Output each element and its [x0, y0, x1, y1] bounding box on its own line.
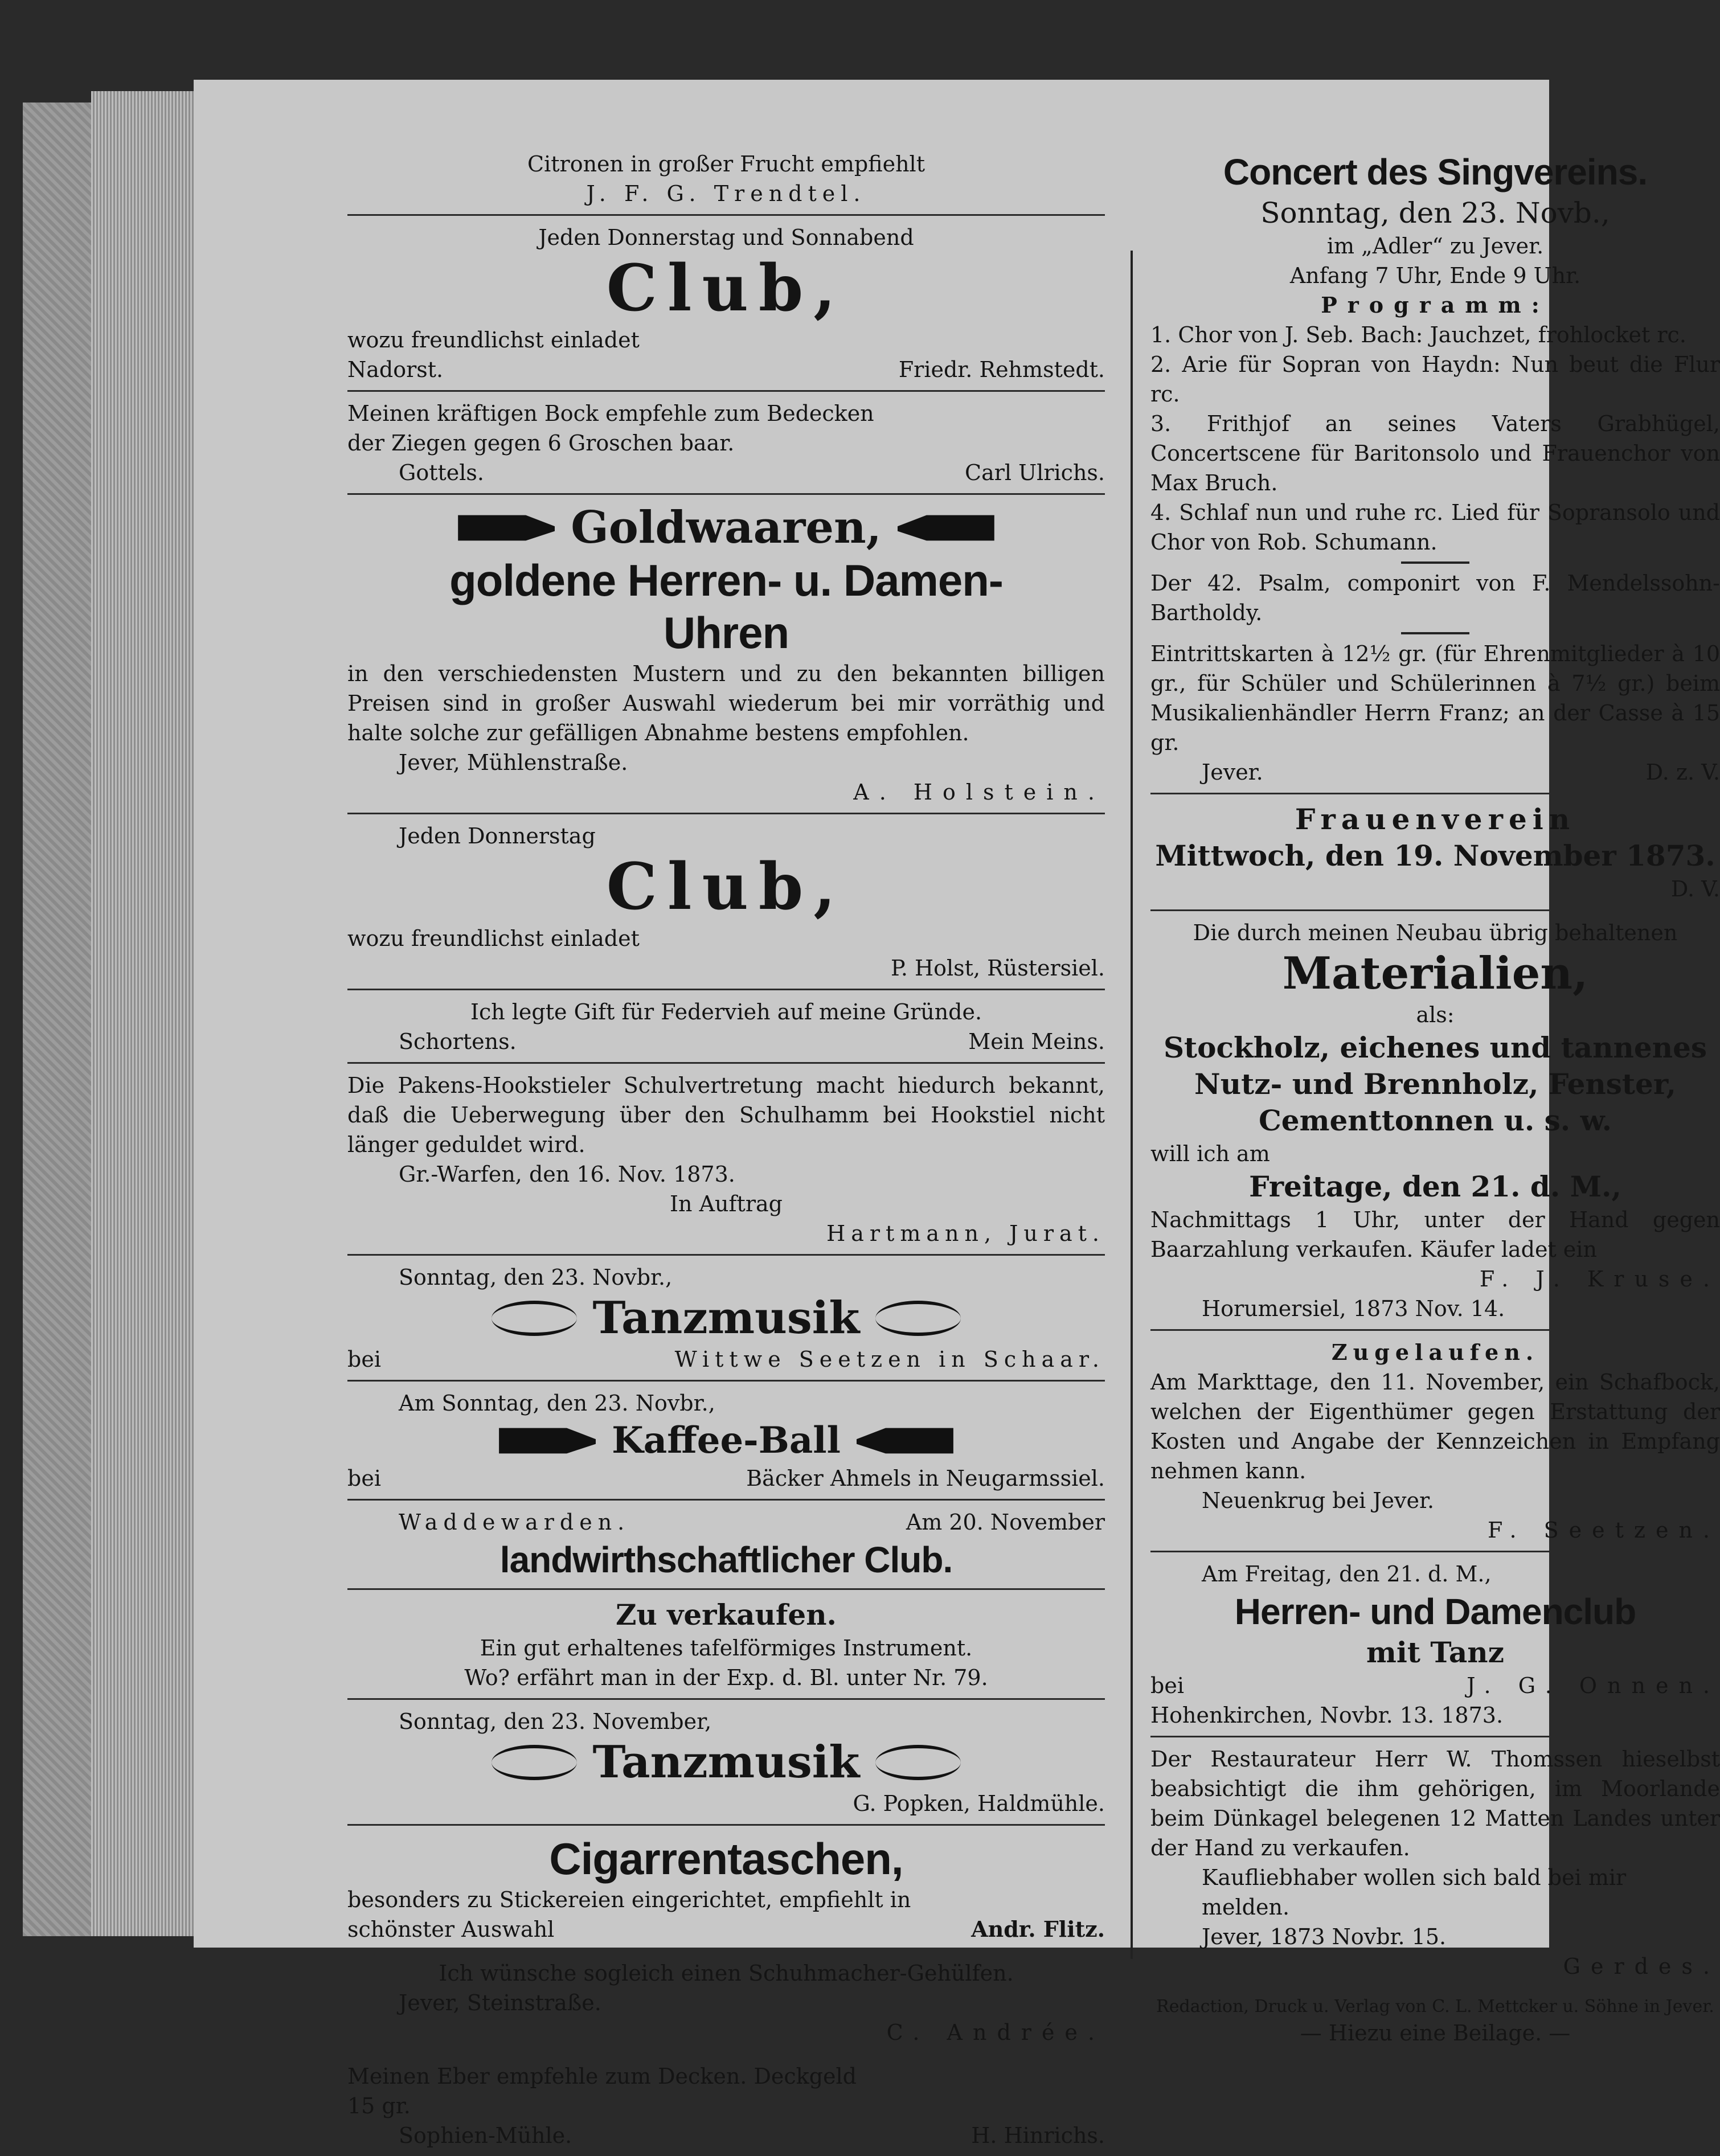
cigarren-name: Andr. Flitz.: [971, 1916, 1105, 1942]
cigarren-sign: [347, 1915, 1105, 1944]
landw-place: Waddewarden.: [399, 1510, 630, 1535]
column-divider: [1131, 251, 1133, 1959]
gold-title-3: Uhren: [663, 608, 789, 658]
gift-text: Ich legte Gift für Federvieh auf meine Gründe.: [470, 999, 982, 1024]
mat-als: als:: [1416, 1002, 1455, 1027]
cigarren-line-1: besonders zu Stickereien eingerichtet, empfiehlt in: [347, 1887, 911, 1912]
schuh-text: Ich wünsche sogleich einen Schuhmacher-Gehülfen.: [439, 1961, 1014, 1986]
newspaper-page: [194, 80, 1720, 2148]
gift-place: Schortens.: [399, 1029, 517, 1054]
mat-intro: Die durch meinen Neubau übrig behaltenen: [1193, 920, 1678, 945]
schule-name: Hartmann, Jurat.: [826, 1221, 1105, 1246]
eber-sign: [347, 2121, 1105, 2150]
club1-sign: [347, 355, 1105, 384]
concert-place: im „Adler“ zu Jever.: [1326, 233, 1544, 259]
concert-title: Concert des Singvereins.: [1223, 151, 1648, 192]
landw-date: Am 20. November: [906, 1510, 1105, 1535]
program-item: 3. Frithjof an seines Vaters Grabhügel, Concertscene für Baritonsolo und Frauenchor von Max Bruch.: [1150, 411, 1720, 495]
ad-cigarrentaschen: [347, 1826, 1105, 1952]
citronen-text: Citronen in großer Frucht empfiehlt: [527, 151, 925, 177]
herren-bei: bei: [1150, 1673, 1184, 1698]
club2-intro: Jeden Donnerstag: [399, 823, 596, 849]
flourish-icon: [492, 1301, 577, 1336]
ad-schuhmacher: [347, 1952, 1105, 2055]
ad-tanzmusik-1: [347, 1256, 1105, 1382]
right-column: [1150, 142, 1720, 2053]
concert-psalm: Der 42. Psalm, componirt von F. Mendelssohn-Bartholdy.: [1150, 571, 1720, 625]
thomssen-body: Der Restaurateur Herr W. Thomssen hieselbst beabsichtigt die ihm gehörigen, im Moorlande beim Dünkagel belegenen 12 Matten Landes unter der Hand zu verkaufen.: [1150, 1747, 1720, 1860]
pointing-hand-left-icon: [898, 512, 994, 544]
kaffee-host: Bäcker Ahmels in Neugarmssiel.: [746, 1466, 1105, 1491]
footer-imprint: Redaction, Druck u. Verlag von C. L. Mettcker u. Söhne in Jever.: [1156, 1997, 1714, 2016]
program-item: 4. Schlaf nun und ruhe rc. Lied für Sopransolo und Chor von Rob. Schumann.: [1150, 500, 1720, 555]
bock-sign: [347, 458, 1105, 487]
herren-title-1: Herren- und Damenclub: [1234, 1591, 1636, 1632]
cigarren-line-2: schönster Auswahl: [347, 1917, 555, 1942]
tanz1-title: Tanzmusik: [592, 1292, 860, 1344]
pointing-hand-left-icon: [857, 1425, 953, 1457]
tanz1-headline: [347, 1292, 1105, 1345]
verkauf-line-2: Wo? erfährt man in der Exp. d. Bl. unter Nr. 79.: [464, 1665, 988, 1690]
ad-citronen: [347, 142, 1105, 216]
ad-eber: [347, 2055, 1105, 2156]
verkauf-line-1: Ein gut erhaltenes tafelförmiges Instrument.: [480, 1636, 973, 1661]
gold-title-2: goldene Herren- u. Damen-: [449, 555, 1003, 605]
tanz1-date: Sonntag, den 23. Novbr.,: [399, 1265, 673, 1290]
kaffee-title: Kaffee-Ball: [612, 1419, 841, 1462]
tanz2-date: Sonntag, den 23. November,: [399, 1709, 712, 1734]
kaffee-date: Am Sonntag, den 23. Novbr.,: [399, 1391, 715, 1416]
mat-name: F. J. Kruse.: [1479, 1266, 1720, 1292]
eber-text-1: Meinen Eber empfehle zum Decken. Deckgeld: [347, 2064, 857, 2089]
concert-program: [1150, 320, 1720, 557]
ad-bock: [347, 392, 1105, 495]
tanz1-bei: bei: [347, 1347, 381, 1372]
club2-name: P. Holst, Rüstersiel.: [890, 956, 1105, 981]
short-rule: [1401, 632, 1469, 634]
bock-place: Gottels.: [399, 460, 484, 485]
club1-invite: wozu freundlichst einladet: [347, 327, 640, 352]
mat-items-3: Cementtonnen u. s. w.: [1258, 1104, 1612, 1137]
mat-title: Materialien,: [1282, 948, 1588, 999]
concert-program-head: Programm:: [1321, 292, 1550, 318]
thomssen-name: Gerdes.: [1563, 1954, 1720, 1979]
gold-place: Jever, Mühlenstraße.: [399, 750, 628, 775]
gold-headline: [347, 502, 1105, 554]
ad-zu-verkaufen: [347, 1590, 1105, 1700]
kaffee-bei: bei: [347, 1466, 381, 1491]
gift-sign: [347, 1027, 1105, 1056]
gold-body: in den verschiedensten Mustern und zu den bekannten billigen Preisen sind in großer Auswahl wiederum bei mir vorräthig und halte solche zur gefälligen Abnahme bestens empfohlen.: [347, 661, 1105, 745]
left-column: [347, 142, 1105, 2156]
schuh-name: C. Andrée.: [886, 2020, 1105, 2045]
ad-schulvertretung: [347, 1064, 1105, 1256]
ad-club-1: [347, 216, 1105, 392]
concert-date: Sonntag, den 23. Novb.,: [1260, 196, 1610, 229]
landw-title: landwirthschaftlicher Club.: [499, 1539, 953, 1580]
ad-concert: [1150, 142, 1720, 794]
zug-title: Zugelaufen.: [1331, 1339, 1539, 1365]
ad-gift: [347, 990, 1105, 1064]
concert-signature: D. z. V.: [1645, 760, 1720, 785]
kaffee-sign: [347, 1464, 1105, 1493]
tanz1-host: Wittwe Seetzen in Schaar.: [674, 1347, 1105, 1372]
pointing-hand-right-icon: [458, 512, 555, 544]
pointing-hand-right-icon: [499, 1425, 596, 1457]
page-footer: [1150, 1989, 1720, 2053]
concert-place2: Jever.: [1202, 760, 1263, 785]
gold-name: A. Holstein.: [853, 780, 1105, 805]
club1-place: Nadorst.: [347, 357, 444, 382]
ad-thomssen: [1150, 1737, 1720, 1989]
herren-sign: [1150, 1671, 1720, 1700]
tanz1-sign: [347, 1345, 1105, 1374]
tanz2-headline: [347, 1736, 1105, 1789]
ad-kaffee-ball: [347, 1382, 1105, 1501]
flourish-icon: [492, 1745, 577, 1780]
frauen-title: Frauenverein: [1295, 802, 1576, 836]
frauen-date: Mittwoch, den 19. November 1873.: [1155, 839, 1715, 872]
mat-body: Nachmittags 1 Uhr, unter der Hand gegen Baarzahlung verkaufen. Käufer ladet ein: [1150, 1207, 1720, 1262]
mat-dateline: Horumersiel, 1873 Nov. 14.: [1202, 1296, 1505, 1321]
ad-tanzmusik-2: [347, 1700, 1105, 1826]
tanz2-title: Tanzmusik: [592, 1736, 860, 1788]
eber-name: H. Hinrichs.: [971, 2123, 1105, 2148]
schule-body: Die Pakens-Hookstieler Schulvertretung macht hiedurch bekannt, daß die Ueberwegung über den Schulhamm bei Hookstiel nicht länger geduldet wird.: [347, 1073, 1105, 1157]
club1-title: Club,: [606, 251, 846, 326]
eber-place: Sophien-Mühle.: [399, 2123, 572, 2148]
mat-date: Freitage, den 21. d. M.,: [1249, 1170, 1621, 1203]
gold-title-1: Goldwaaren,: [571, 502, 882, 554]
program-item: 1. Chor von J. Seb. Bach: Jauchzet, frohlocket rc.: [1150, 322, 1686, 347]
bock-name: Carl Ulrichs.: [965, 460, 1105, 485]
herren-title-2: mit Tanz: [1366, 1636, 1504, 1669]
ad-herrenclub: [1150, 1552, 1720, 1737]
schule-dateline: Gr.-Warfen, den 16. Nov. 1873.: [399, 1162, 735, 1187]
verkauf-title: Zu verkaufen.: [616, 1598, 837, 1632]
ad-zugelaufen: [1150, 1331, 1720, 1552]
eber-text-2: 15 gr.: [347, 2093, 411, 2118]
mat-items-1: Stockholz, eichenes und tannenes: [1163, 1031, 1707, 1064]
bock-text-2: der Ziegen gegen 6 Groschen baar.: [347, 431, 735, 456]
schuh-place: Jever, Steinstraße.: [399, 1990, 601, 2015]
concert-time: Anfang 7 Uhr, Ende 9 Uhr.: [1289, 263, 1581, 288]
landw-header: [347, 1507, 1105, 1537]
tanz2-host: G. Popken, Haldmühle.: [853, 1791, 1105, 1816]
thomssen-dateline: Jever, 1873 Novbr. 15.: [1202, 1924, 1447, 1949]
club1-name: Friedr. Rehmstedt.: [898, 357, 1105, 382]
ad-frauenverein: [1150, 794, 1720, 911]
zug-body: Am Markttage, den 11. November, ein Schafbock, welchen der Eigenthümer gegen Erstattung der Kosten und Angabe der Kennzeichen in Empfang nehmen kann.: [1150, 1370, 1720, 1483]
footer-beilage: — Hiezu eine Beilage. —: [1300, 2020, 1571, 2046]
kaffee-headline: [347, 1418, 1105, 1464]
herren-date: Am Freitag, den 21. d. M.,: [1202, 1561, 1492, 1587]
club1-intro: Jeden Donnerstag und Sonnabend: [538, 225, 914, 250]
ad-materialien: [1150, 911, 1720, 1331]
cigarren-title: Cigarrentaschen,: [549, 1834, 903, 1884]
short-rule: [1401, 561, 1469, 564]
citronen-name: J. F. G. Trendtel.: [586, 181, 866, 206]
mat-items-2: Nutz- und Brennholz, Fenster,: [1194, 1067, 1676, 1101]
flourish-icon: [875, 1301, 961, 1336]
gift-name: Mein Meins.: [968, 1029, 1105, 1054]
frauen-sign: D. V.: [1670, 876, 1720, 901]
program-item: 2. Arie für Sopran von Haydn: Nun beut die Flur rc.: [1150, 352, 1720, 407]
mat-will: will ich am: [1150, 1141, 1270, 1166]
zug-place: Neuenkrug bei Jever.: [1202, 1488, 1435, 1513]
club2-invite: wozu freundlichst einladet: [347, 926, 640, 951]
ad-goldwaaren: [347, 495, 1105, 814]
page-edges: [91, 91, 194, 1936]
concert-tickets: Eintrittskarten à 12½ gr. (für Ehrenmitglieder à 10 gr., für Schüler und Schülerinnen à 7½ gr.) beim Musikalienhändler Herrn Franz; an der Casse à 15 gr.: [1150, 641, 1720, 755]
zug-name: F. Seetzen.: [1488, 1518, 1720, 1543]
herren-dateline: Hohenkirchen, Novbr. 13. 1873.: [1150, 1703, 1504, 1728]
ad-club-2: [347, 814, 1105, 990]
club2-title: Club,: [606, 850, 846, 924]
thomssen-line-2: Kaufliebhaber wollen sich bald bei mir melden.: [1202, 1865, 1627, 1920]
concert-sign: [1150, 757, 1720, 787]
bock-text-1: Meinen kräftigen Bock empfehle zum Bedecken: [347, 401, 874, 426]
ad-landwirthschaft: [347, 1501, 1105, 1590]
schule-auftrag: In Auftrag: [670, 1191, 783, 1216]
herren-host: J. G. Onnen.: [1467, 1673, 1720, 1698]
flourish-icon: [875, 1745, 961, 1780]
book-binding: [23, 103, 91, 1936]
